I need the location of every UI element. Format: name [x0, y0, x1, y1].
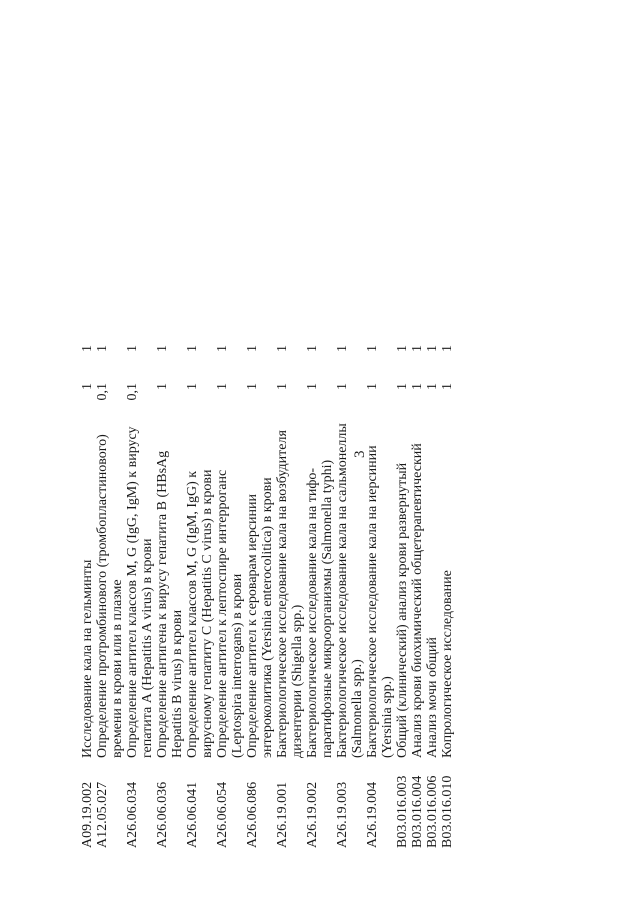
cell-code: A09.19.002: [80, 781, 95, 848]
services-table: [80, 110, 540, 850]
cell-v1: 1: [440, 383, 455, 390]
cell-v2: 1: [185, 345, 200, 352]
cell-v2: 1: [335, 345, 350, 352]
cell-v2: 1: [155, 345, 170, 352]
cell-v1: 1: [275, 383, 290, 390]
cell-name: Определение протромбинового (тромбопластинового) времени в крови или в плазме: [95, 434, 125, 758]
cell-v2: 1: [440, 345, 455, 352]
cell-v2: 1: [365, 345, 380, 352]
table-row: [275, 110, 305, 850]
cell-v1: 1: [245, 383, 260, 390]
cell-name: Копрологическое исследование: [440, 570, 455, 758]
cell-code: A26.06.041: [185, 781, 200, 848]
cell-v2: 1: [245, 345, 260, 352]
cell-name: Определение антигена к вирусу гепатита B (HBsAg Hepatitis B virus) в крови: [155, 450, 185, 758]
cell-name: Бактериологическое исследование кала на сальмонеллы (Salmonella spp.): [335, 423, 365, 758]
cell-v1: 0,1: [125, 383, 140, 401]
cell-name: Общий (клинический) анализ крови развернутый: [395, 462, 410, 758]
cell-v2: 1: [215, 345, 230, 352]
table-row: [425, 110, 440, 850]
cell-v1: 1: [185, 383, 200, 390]
cell-v2: 1: [305, 345, 320, 352]
table-row: [440, 110, 455, 850]
cell-v2: 1: [95, 345, 110, 352]
page-number: 3: [352, 450, 368, 458]
cell-name: Анализ мочи общий: [425, 637, 440, 758]
table-row: [215, 110, 245, 850]
cell-code: A26.19.003: [335, 781, 350, 848]
table-row: [410, 110, 425, 850]
cell-v1: 1: [335, 383, 350, 390]
table-row: [365, 110, 395, 850]
cell-name: Определение антител к лептоспире интерроганс (Leptospira interrogans) в крови: [215, 469, 245, 758]
cell-code: A26.06.036: [155, 781, 170, 848]
cell-code: A26.19.001: [275, 781, 290, 848]
table-row: [245, 110, 275, 850]
cell-name: Бактериологическое исследование кала на возбудителя дизентерии (Shigella spp.): [275, 430, 305, 758]
cell-code: A26.06.086: [245, 781, 260, 848]
cell-name: Анализ крови биохимический общетерапевтический: [410, 443, 425, 758]
cell-v2: 1: [80, 345, 95, 352]
cell-name: Бактериологическое исследование кала на иерсинии (Yersinia spp.): [365, 445, 395, 758]
cell-v2: 1: [125, 345, 140, 352]
cell-v2: 1: [275, 345, 290, 352]
table-row: [185, 110, 215, 850]
table-row: [335, 110, 365, 850]
cell-name: Бактериологическое исследование кала на тифо-паратифозные микроорганизмы (Salmonella typhi): [305, 459, 335, 758]
cell-v1: 1: [365, 383, 380, 390]
cell-v2: 1: [395, 345, 410, 352]
cell-code: B03.016.004: [410, 775, 425, 848]
cell-code: A26.06.034: [125, 781, 140, 848]
cell-code: B03.016.003: [395, 775, 410, 848]
table-row: [95, 110, 125, 850]
cell-v1: 1: [155, 383, 170, 390]
cell-v2: 1: [425, 345, 440, 352]
cell-code: B03.016.006: [425, 775, 440, 848]
cell-v1: 1: [395, 383, 410, 390]
cell-code: A26.19.004: [365, 781, 380, 848]
cell-name: Определение антител классов M, G (IgG, IgM) к вирусу гепатита A (Hepatitis A virus) в крови: [125, 426, 155, 758]
cell-code: A26.06.054: [215, 781, 230, 848]
cell-v1: 1: [410, 383, 425, 390]
cell-v1: 1: [215, 383, 230, 390]
cell-v1: 0,1: [95, 383, 110, 401]
table-row: [395, 110, 410, 850]
cell-v1: 1: [305, 383, 320, 390]
table-row: [80, 110, 95, 850]
table-row: [125, 110, 155, 850]
cell-v2: 1: [410, 345, 425, 352]
cell-v1: 1: [80, 383, 95, 390]
cell-v1: 1: [425, 383, 440, 390]
table-row: [305, 110, 335, 850]
cell-code: A26.19.002: [305, 781, 320, 848]
cell-name: Определение антител к сероварам иерсинии энтероколитика (Yersinia enterocolitica) в крови: [245, 477, 275, 758]
table-body: [80, 110, 455, 850]
cell-code: B03.016.010: [440, 775, 455, 848]
cell-name: Определение антител классов M, G (IgM, IgG) к вирусному гепатиту C (Hepatitis C virus) в крови: [185, 469, 215, 758]
table-row: [155, 110, 185, 850]
cell-name: Исследование кала на гельминты: [80, 559, 95, 758]
cell-code: A12.05.027: [95, 781, 110, 848]
